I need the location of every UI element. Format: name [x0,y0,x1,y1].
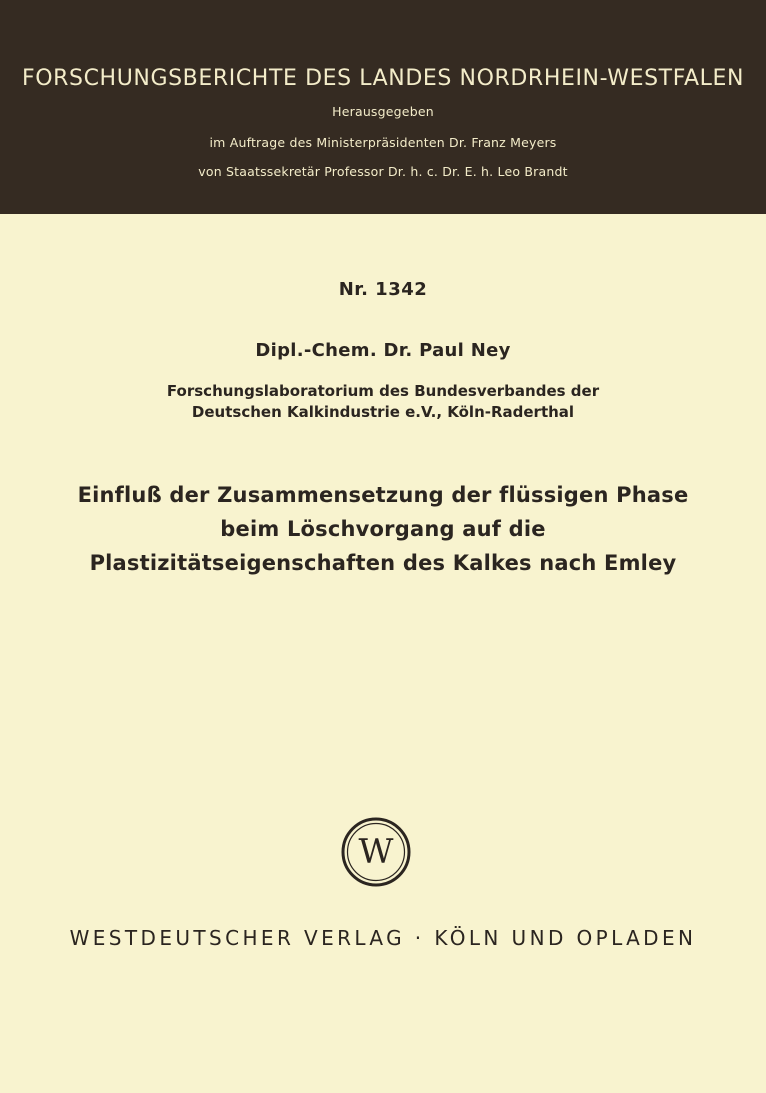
publisher-logo-icon [340,816,412,888]
title-line: Plastizitätseigenschaften des Kalkes nach Emley [89,551,677,575]
title-line: beim Löschvorgang auf die [220,517,546,541]
title-line: Einfluß der Zusammensetzung der flüssigen Phase [77,483,689,507]
editor-line: von Staatssekretär Professor Dr. h. c. Dr. E. h. Leo Brandt [198,164,568,179]
editor-label: Herausgegeben [332,104,434,119]
report-number: Nr. 1342 [338,279,428,300]
series-title: FORSCHUNGSBERICHTE DES LANDES NORDRHEIN-WESTFALEN [21,66,745,91]
affiliation-line: Deutschen Kalkindustrie e.V., Köln-Raderthal [191,403,575,421]
series-header [0,0,766,214]
report-title [0,478,766,580]
publisher-line: WESTDEUTSCHER VERLAG · KÖLN UND OPLADEN [69,926,697,950]
commission-line: im Auftrage des Ministerpräsidenten Dr. Franz Meyers [209,135,557,150]
author-name: Dipl.-Chem. Dr. Paul Ney [255,340,511,361]
affiliation-line: Forschungslaboratorium des Bundesverbandes der [166,382,600,400]
logo-letter: W [358,832,394,872]
author-affiliation [0,381,766,423]
